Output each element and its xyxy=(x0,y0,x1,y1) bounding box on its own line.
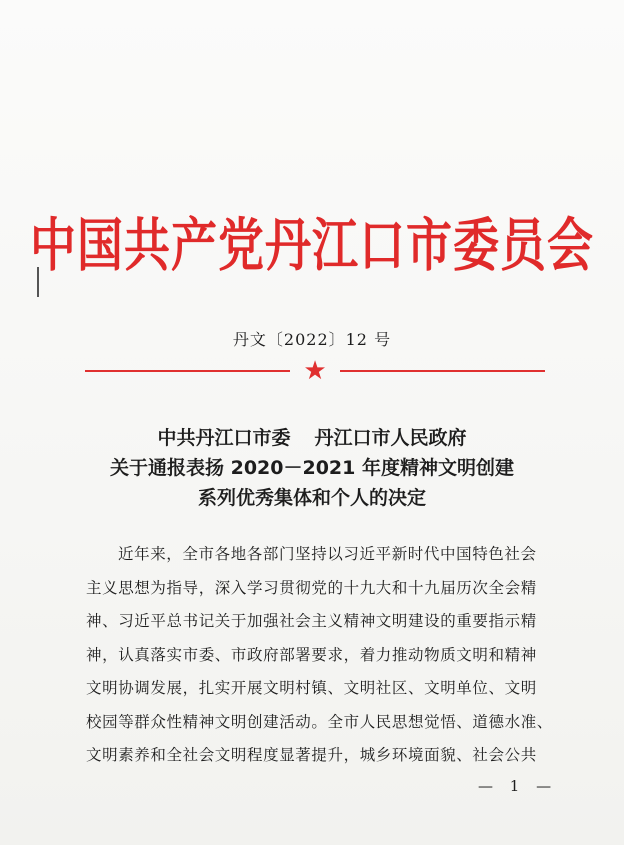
title-line-3: 系列优秀集体和个人的决定 xyxy=(197,487,426,509)
title-line-1 xyxy=(0,423,624,453)
document-number: 丹文〔2022〕12 号 xyxy=(232,330,392,349)
title-line-2: 关于通报表扬 2020－2021 年度精神文明创建 xyxy=(110,457,514,479)
page-number: — 1 — xyxy=(478,777,558,795)
body-line: 主义思想为指导，深入学习贯彻党的十九大和十九届历次全会精 xyxy=(86,578,537,597)
body-text xyxy=(86,538,553,773)
body-line: 文明协调发展，扎实开展文明村镇、文明社区、文明单位、文明 xyxy=(86,679,537,697)
star-icon: ★ xyxy=(303,356,327,386)
title-org-1: 中共丹江口市委 xyxy=(157,427,291,449)
document-title xyxy=(0,423,624,513)
title-org-2: 丹江口市人民政府 xyxy=(314,427,467,449)
body-line: 校园等群众性精神文明创建活动。全市人民思想觉悟、道德水准、 xyxy=(86,712,553,731)
body-line: 神、习近平总书记关于加强社会主义精神文明建设的重要指示精 xyxy=(86,612,537,630)
body-line: 神，认真落实市委、市政府部署要求，着力推动物质文明和精神 xyxy=(86,645,537,664)
red-divider xyxy=(85,356,545,386)
body-line: 近年来，全市各地各部门坚持以习近平新时代中国特色社会 xyxy=(118,545,537,563)
body-line: 文明素养和全社会文明程度显著提升，城乡环境面貌、社会公共 xyxy=(86,746,537,764)
divider-line-left xyxy=(85,370,290,372)
issuer-header: 中国共产党丹江口市委员会 xyxy=(30,211,594,279)
divider-line-right xyxy=(340,370,545,372)
